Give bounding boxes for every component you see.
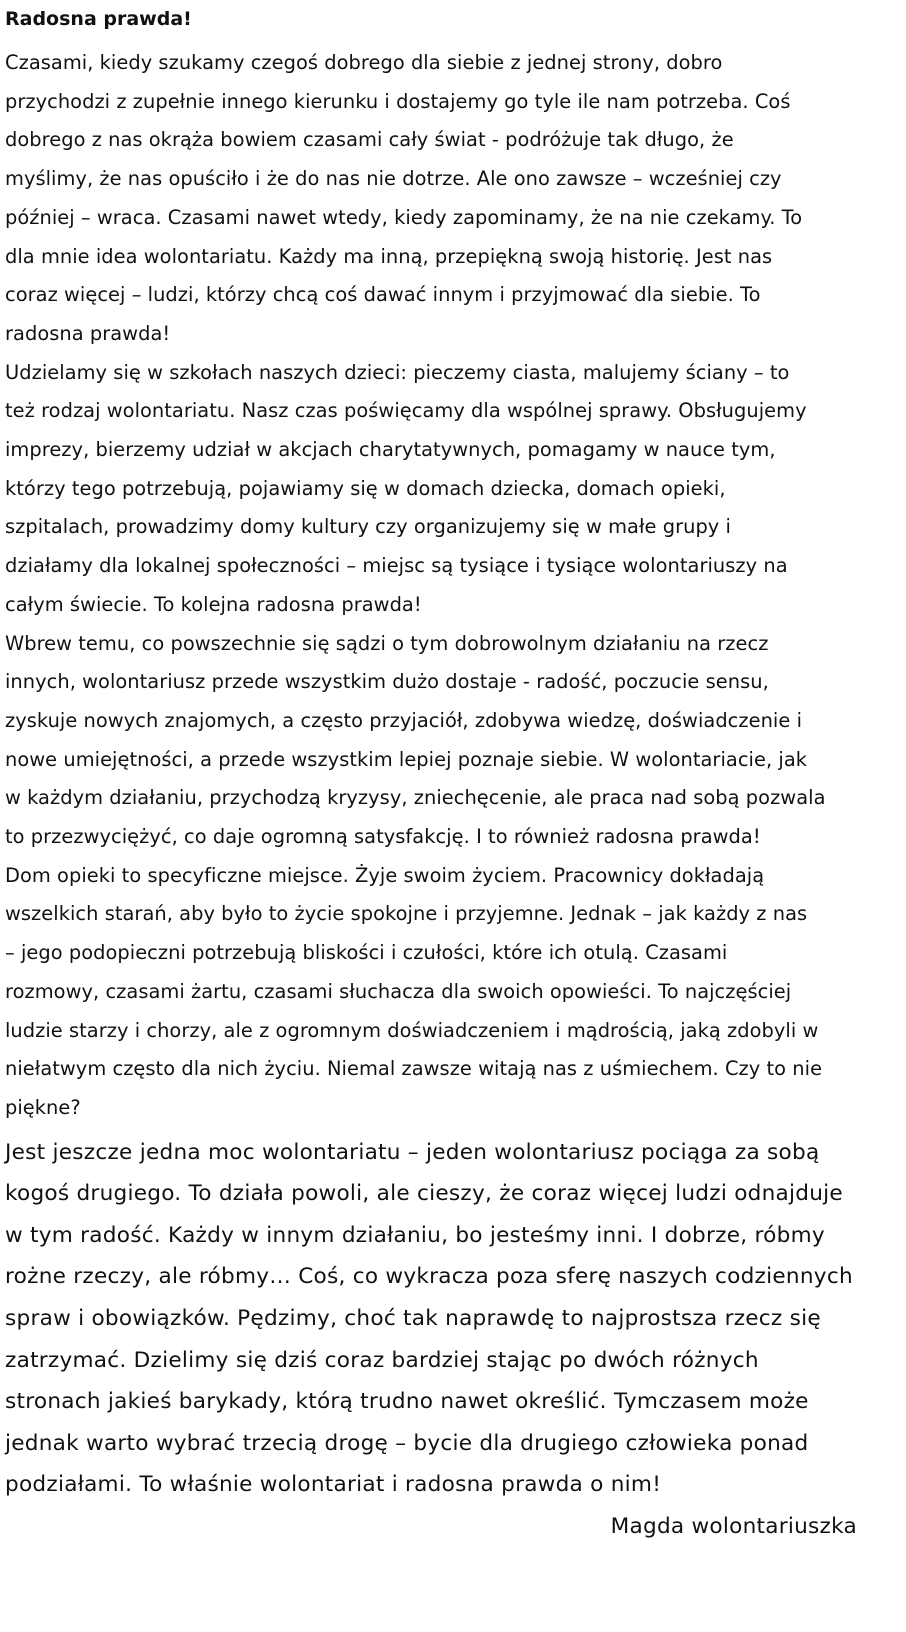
body-text-section-1 — [5, 44, 900, 1128]
text-line: imprezy, bierzemy udział w akcjach charytatywnych, pomagamy w nauce tym, — [5, 438, 776, 462]
text-line: innych, wolontariusz przede wszystkim dużo dostaje - radość, poczucie sensu, — [5, 670, 769, 694]
text-line: zyskuje nowych znajomych, a często przyjaciół, zdobywa wiedzę, doświadczenie i — [5, 708, 803, 732]
text-line: dobrego z nas okrąża bowiem czasami cały świat - podróżuje tak długo, że — [5, 128, 734, 152]
text-line: Czasami, kiedy szukamy czegoś dobrego dla siebie z jednej strony, dobro — [5, 51, 723, 74]
text-line: Dom opieki to specyficzne miejsce. Żyje swoim życiem. Pracownicy dokładają — [5, 863, 765, 887]
text-line: działamy dla lokalnej społeczności – miejsc są tysiące i tysiące wolontariuszy na — [5, 554, 788, 578]
text-line: stronach jakieś barykady, którą trudno nawet określić. Tymczasem może — [5, 1389, 809, 1415]
text-line: później – wraca. Czasami nawet wtedy, kiedy zapominamy, że na nie czekamy. To — [5, 205, 803, 229]
text-line: rożne rzeczy, ale róbmy… Coś, co wykracza poza sferę naszych codziennych — [5, 1264, 853, 1290]
text-line: też rodzaj wolontariatu. Nasz czas poświęcamy dla wspólnej sprawy. Obsługujemy — [5, 399, 807, 423]
text-line: nowe umiejętności, a przede wszystkim lepiej poznaje siebie. W wolontariacie, jak — [5, 747, 808, 771]
text-line: niełatwym często dla nich życiu. Niemal zawsze witają nas z uśmiechem. Czy to nie — [5, 1057, 823, 1081]
text-line: dla mnie idea wolontariatu. Każdy ma inną, przepiękną swoją historię. Jest nas — [5, 244, 773, 268]
text-line: piękne? — [5, 1095, 81, 1119]
text-line: coraz więcej – ludzi, którzy chcą coś dawać innym i przyjmować dla siebie. To — [5, 283, 761, 307]
text-line: zatrzymać. Dzielimy się dziś coraz bardziej stając po dwóch różnych — [5, 1347, 759, 1373]
text-line: szpitalach, prowadzimy domy kultury czy organizujemy się w małe grupy i — [5, 515, 731, 539]
text-line: – jego podopieczni potrzebują bliskości i czułości, które ich otulą. Czasami — [5, 941, 728, 965]
text-line: w każdym działaniu, przychodzą kryzysy, zniechęcenie, ale praca nad sobą pozwala — [5, 786, 826, 810]
text-line: rozmowy, czasami żartu, czasami słuchacza dla swoich opowieści. To najczęściej — [5, 979, 792, 1003]
text-line: wszelkich starań, aby było to życie spokojne i przyjemne. Jednak – jak każdy z nas — [5, 902, 808, 926]
text-line: ludzie starzy i chorzy, ale z ogromnym doświadczeniem i mądrością, jaką zdobyli w — [5, 1018, 819, 1042]
text-line: całym świecie. To kolejna radosna prawda! — [5, 592, 422, 616]
text-line: Jest jeszcze jedna moc wolontariatu – jeden wolontariusz pociąga za sobą — [5, 1139, 820, 1165]
text-line: w tym radość. Każdy w innym działaniu, bo jesteśmy inni. I dobrze, róbmy — [5, 1222, 825, 1248]
text-line: podziałami. To właśnie wolontariat i radosna prawda o nim! — [5, 1472, 662, 1498]
body-text-section-2 — [5, 1132, 900, 1506]
text-line: jednak warto wybrać trzecią drogę – bycie dla drugiego człowieka ponad — [5, 1430, 809, 1456]
text-line: Wbrew temu, co powszechnie się sądzi o tym dobrowolnym działaniu na rzecz — [5, 631, 769, 655]
document-title: Radosna prawda! — [5, 8, 192, 30]
document — [5, 6, 900, 1548]
text-line: spraw i obowiązków. Pędzimy, choć tak naprawdę to najprostsza rzecz się — [5, 1306, 821, 1332]
text-line: kogoś drugiego. To działa powoli, ale cieszy, że coraz więcej ludzi odnajduje — [5, 1181, 843, 1207]
text-line: myślimy, że nas opuściło i że do nas nie dotrze. Ale ono zawsze – wcześniej czy — [5, 167, 782, 191]
text-line: Udzielamy się w szkołach naszych dzieci: pieczemy ciasta, malujemy ściany – to — [5, 360, 790, 384]
text-line: przychodzi z zupełnie innego kierunku i dostajemy go tyle ile nam potrzeba. Coś — [5, 89, 791, 113]
text-line: to przezwyciężyć, co daje ogromną satysfakcję. I to również radosna prawda! — [5, 825, 761, 849]
signature: Magda wolontariuszka — [610, 1514, 857, 1540]
text-line: radosna prawda! — [5, 321, 171, 345]
text-line: którzy tego potrzebują, pojawiamy się w domach dziecka, domach opieki, — [5, 476, 726, 500]
